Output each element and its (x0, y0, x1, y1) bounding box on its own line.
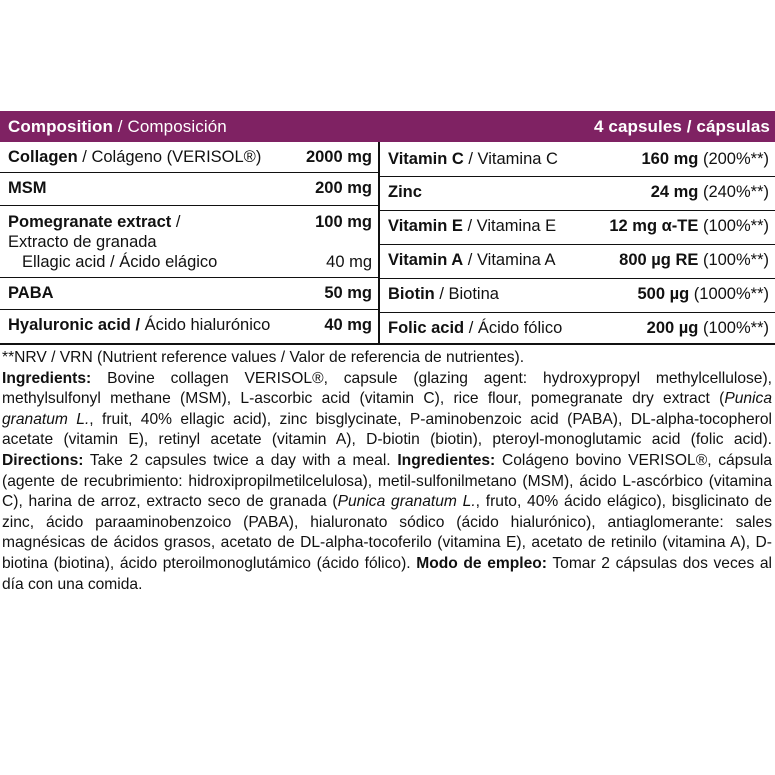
sub-row-name: Ellagic acid / Ácido elágico (22, 253, 218, 271)
table-row (380, 177, 775, 211)
directions-label: Directions: (2, 451, 84, 469)
composition-header (0, 111, 775, 142)
row-name: PABA (8, 284, 54, 302)
composition-table (0, 142, 775, 345)
row-amount: 40 mg (324, 316, 372, 334)
table-row (0, 310, 378, 343)
footnote: **NRV / VRN (Nutrient reference values / Valor de referencia de nutrientes). (2, 349, 525, 366)
row-amount: 200 mg (315, 179, 372, 197)
header-left (8, 117, 227, 137)
serving-size: 4 capsules / cápsulas (594, 116, 770, 136)
supplement-label (0, 111, 775, 595)
right-column (380, 142, 775, 343)
ingredients-paragraph: Ingredients: Bovine collagen VERISOL®, capsule (glazing agent: hydroxypropyl methylcellulose), methylsulfonyl methane (MSM), L-ascorbic acid (vitamin C), rice flour, pomegranate dry extract (Punica granatum L., fruit, 40% ellagic acid), zinc bisglycinate, P-aminobenzoic acid (PABA), DL-alpha-tocopherol acetate (vitamin E), retinyl acetate (vitamin A), D-biotin (biotin), pteroyl-monoglutamic acid (folic acid). Directions: Take 2 capsules twice a day with a meal. Ingredientes: Colágeno bovino VERISOL®, cápsula (agente de recubrimiento: hidroxipropilmetilcelulosa), metil-sulfonilmetano (MSM), ácido L-ascórbico (vitamina C), harina de arroz, extracto seco de granada (Punica granatum L., fruto, 40% ácido elágico), bisglicinato de zinc, ácido paraaminobenzoico (PABA), hialuronato sódico (ácido hialurónico), antiaglomerante: sales magnésicas de ácidos grasos, acetato de DL-alpha-tocoferilo (vitamina E), acetato de retinilo (vitamina A), D-biotina (biotina), ácido pteroilmonoglutámico (ácido fólico). Modo de empleo: Tomar 2 cápsulas dos veces al día con una comida. (2, 369, 772, 593)
row-name: MSM (8, 179, 47, 197)
row-amount: 24 mg (240%**) (650, 183, 769, 201)
table-row (380, 211, 775, 245)
row-name: Vitamin E / Vitamina E (388, 217, 557, 235)
table-row (0, 206, 378, 278)
table-row (0, 278, 378, 310)
header-title-en: Composition (8, 116, 113, 136)
left-column (0, 142, 380, 343)
row-name: Vitamin A / Vitamina A (388, 251, 556, 269)
row-amount: 500 µg (1000%**) (637, 285, 769, 303)
sub-row (8, 252, 372, 272)
table-row (380, 279, 775, 313)
row-name: Hyaluronic acid / Ácido hialurónico (8, 316, 271, 334)
ingredients-label: Ingredients: (2, 369, 92, 387)
table-row (380, 245, 775, 279)
row-name: Zinc (388, 183, 422, 201)
row-name: Pomegranate extract / Extracto de granada (8, 213, 181, 251)
row-amount: 100 mg (315, 213, 372, 231)
ingredientes-label: Ingredientes: (397, 451, 496, 469)
label-text (0, 345, 775, 595)
table-row (0, 173, 378, 206)
table-row (380, 142, 775, 177)
row-amount: 50 mg (324, 284, 372, 302)
header-sep: / (112, 116, 128, 136)
row-amount: 12 mg α-TE (100%**) (609, 217, 769, 235)
row-name: Folic acid / Ácido fólico (388, 319, 563, 337)
table-row (380, 313, 775, 343)
table-row (0, 142, 378, 173)
modo-label: Modo de empleo: (416, 554, 548, 572)
sub-row-amount: 40 mg (326, 253, 372, 271)
row-amount: 800 µg RE (100%**) (619, 251, 769, 269)
row-name: Vitamin C / Vitamina C (388, 150, 558, 168)
row-name-es: Extracto de granada (8, 233, 157, 251)
row-name: Collagen / Colágeno (VERISOL®) (8, 148, 262, 166)
row-amount: 200 µg (100%**) (646, 319, 769, 337)
row-amount: 160 mg (200%**) (641, 150, 769, 168)
row-amount: 2000 mg (305, 148, 372, 166)
header-title-es: Composición (127, 116, 227, 136)
row-name: Biotin / Biotina (388, 285, 499, 303)
